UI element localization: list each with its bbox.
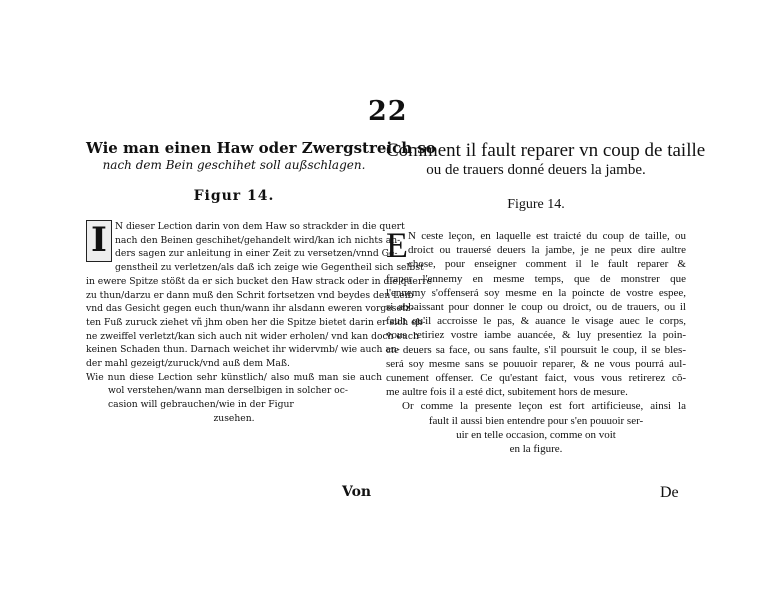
french-line: en la figure. <box>509 443 563 456</box>
german-line: Wie nun diese Lection sehr künstlich/ also muß man sie auch <box>86 371 382 383</box>
german-line: in ewere Spitze stößt da er sich bucket den Haw strack oder in die querre <box>86 275 433 287</box>
german-catchword: Von <box>342 484 372 500</box>
french-line: fraper l'ennemy en mesme temps, que de monstrer que <box>386 272 686 285</box>
french-line: cte deuers sa face, ou sans faulte, s'il poursuit le coup, il se bles- <box>386 343 686 356</box>
german-line: nach den Beinen geschihet/gehandelt wird/kan ich nichts an- <box>115 234 401 246</box>
german-title-line-2: nach dem Bein geschihet soll außschlagen. <box>102 158 366 172</box>
german-dropcap: I <box>86 220 112 262</box>
french-line: cunement offenser. Ce qu'estant faict, vous vous retirerez cõ- <box>386 372 686 385</box>
french-dropcap: E <box>386 225 408 265</box>
german-line: genstheil zu verletzen/als daß ich zeige wie Gegentheil sich selbst <box>115 262 424 274</box>
french-line: será soy mesme sans se pouuoir reparer, & ne vous pourrá aul- <box>386 357 686 370</box>
german-line: keinen Schaden thun. Darnach weichet ihr widervmb/ wie auch an- <box>86 344 400 356</box>
german-column <box>86 139 436 426</box>
french-line: N ceste leçon, en laquelle est traicté du coup de taille, ou <box>408 230 686 242</box>
german-body <box>86 220 433 426</box>
french-line: droict ou trauersé deuers la jambe, je ne peux dire aultre <box>408 244 686 257</box>
french-line: vous retiriez vostre iambe auancée, & luy presentiez la poin- <box>386 329 686 342</box>
french-line: fault qu'il accroisse le pas, & auance le visage auec le corps, <box>386 315 686 328</box>
german-line: casion will gebrauchen/wie in der Figur <box>108 399 294 411</box>
french-body <box>386 225 686 456</box>
french-line: fault il aussi bien entendre pour s'en pouuoir ser- <box>428 414 644 427</box>
german-line: wol verstehen/wann man derselbigen in solcher oc- <box>108 385 348 397</box>
german-line: zusehen. <box>213 412 255 424</box>
german-line: der mahl gezeigt/zuruck/vnd auß dem Maß. <box>86 358 290 370</box>
french-line: me aultre fois il a esté dict, subitement hors de mesure. <box>386 386 628 399</box>
german-line: ne zweiffel verletzt/kan sich auch nit wider erholen/ vnd kan doch euch <box>86 330 419 342</box>
page-number: 22 <box>368 96 408 127</box>
french-catchword: De <box>660 484 679 501</box>
french-line: Or comme la presente leçon est fort artificieuse, ainsi la <box>402 400 686 413</box>
german-line: ders sagen zur anleitung in einer Zeit zu versetzen/vnnd Ge- <box>115 248 398 260</box>
french-title <box>386 140 706 179</box>
french-column <box>386 140 706 456</box>
french-line: si abbaissant pour donner le coup ou droict, ou de trauers, ou il <box>386 301 686 314</box>
french-title-line-1: Comment il fault reparer vn coup de taille <box>386 140 706 161</box>
german-line: zu thun/darzu er dann muß den Schrit fortsetzen vnd beydes den Leib <box>86 289 414 301</box>
german-line: N dieser Lection darin von dem Haw so strackder in die quert <box>115 221 405 232</box>
french-line: uir en telle occasion, comme on voit <box>456 428 616 441</box>
german-title-line-1: Wie man einen Haw oder Zwergstreich so <box>86 139 436 157</box>
french-line: l'ennemy s'offenserá soy mesme en la poincte de vostre espee, <box>386 286 686 299</box>
french-title-line-2: ou de trauers donné deuers la jambe. <box>426 162 646 178</box>
german-line: vnd das Gesicht gegen euch thun/wann ihr alsdann eweren vorgesetz- <box>86 303 414 315</box>
german-line: ten Fuß zuruck ziehet vñ jhm oben her die Spitze bietet darin er sich eh- <box>86 316 426 328</box>
french-line: chose, pour enseigner comment il le fault reparer & <box>408 258 686 271</box>
german-title <box>86 139 436 174</box>
french-figure-label: Figure 14. <box>507 197 565 212</box>
german-figure-label: Figur 14. <box>193 188 275 204</box>
